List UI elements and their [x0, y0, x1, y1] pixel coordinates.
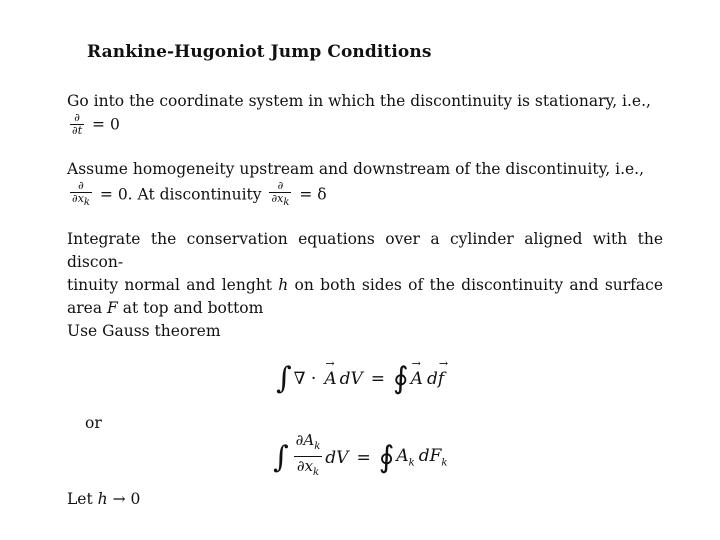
integral-symbol: ∫ [273, 439, 289, 475]
vector-f: → f [438, 369, 444, 389]
paragraph-stationary-line2 [67, 113, 651, 138]
partial-t-fraction [70, 112, 84, 137]
nabla-dot: ∇ · [293, 369, 317, 389]
equals-sign: = [356, 447, 371, 468]
dfk-term [419, 446, 448, 468]
line3-text-a: area [67, 299, 103, 317]
partial-xk-fraction-2 [269, 180, 291, 209]
arrow-zero: → 0 [112, 490, 141, 508]
ak-base: A [396, 446, 409, 467]
fraction-numerator: ∂ [70, 180, 92, 193]
df-d: d [426, 369, 438, 389]
line2-text-b: on both sides of the discontinuity and surface [294, 276, 663, 294]
equals-sign: = [370, 369, 386, 389]
fraction-denominator-base: ∂x [271, 192, 284, 205]
line2-text-a: tinuity normal and lenght [67, 276, 272, 294]
paragraph-integrate-line2 [67, 274, 663, 297]
fraction-numerator [294, 431, 323, 457]
fraction-denominator-base: ∂x [72, 192, 84, 205]
fraction-denominator-base: ∂x [296, 457, 314, 475]
fraction-denominator [294, 457, 323, 482]
dfk-sub: k [441, 457, 448, 469]
ak-term [396, 446, 414, 468]
equation-gauss-index [273, 432, 447, 483]
fraction-denominator: ∂t [72, 124, 83, 137]
dfk-base: dF [418, 446, 442, 467]
paragraph-integrate [67, 228, 663, 320]
let-text: Let [67, 490, 93, 508]
fraction-numerator-base: ∂A [295, 431, 315, 449]
fraction-denominator-sub: k [313, 467, 320, 478]
fraction-numerator: ∂ [70, 112, 84, 125]
let-h-line [67, 488, 140, 511]
paragraph-homogeneity-line1: Assume homogeneity upstream and downstream of the discontinuity, i.e., [67, 160, 645, 178]
variable-h: h [97, 490, 108, 508]
integral-symbol: ∫ [276, 361, 292, 396]
contour-integral-symbol: ∮ [378, 439, 395, 475]
paragraph-homogeneity-line2 [67, 181, 644, 210]
equation-gauss-vector [276, 361, 445, 396]
equals-delta: = δ [299, 185, 327, 204]
dv-term: dV [339, 369, 363, 389]
paragraph-stationary-line1: Go into the coordinate system in which the discontinuity is stationary, i.e., [67, 92, 651, 110]
fraction-denominator [269, 193, 291, 209]
fraction-numerator: ∂ [269, 180, 291, 193]
fraction-denominator-sub: k [83, 197, 90, 209]
paragraph-homogeneity [67, 158, 644, 210]
equals-zero: = 0 [92, 115, 120, 134]
fraction-denominator [70, 193, 92, 209]
ak-sub: k [408, 457, 415, 469]
partial-xk-fraction [70, 180, 92, 209]
vector-a: → A [324, 369, 336, 389]
paragraph-integrate-line1: Integrate the conservation equations over a cylinder aligned with the discon- [67, 230, 663, 271]
variable-h: h [278, 276, 289, 294]
paragraph-integrate-line3 [67, 297, 663, 320]
gauss-label: Use Gauss theorem [67, 322, 221, 340]
at-discontinuity-text: = 0. At discontinuity [99, 185, 262, 204]
fraction-numerator-sub: k [314, 441, 321, 452]
contour-integral-symbol: ∮ [393, 361, 409, 396]
partial-ak-fraction [294, 431, 323, 482]
or-label: or [85, 414, 102, 432]
page-title: Rankine-Hugoniot Jump Conditions [87, 42, 432, 62]
variable-f: F [107, 299, 118, 317]
fraction-denominator-sub: k [283, 197, 290, 209]
paragraph-stationary [67, 90, 651, 138]
dv-term: dV [325, 447, 349, 468]
vector-a-rhs: → A [411, 369, 423, 389]
line3-text-b: at top and bottom [122, 299, 264, 317]
